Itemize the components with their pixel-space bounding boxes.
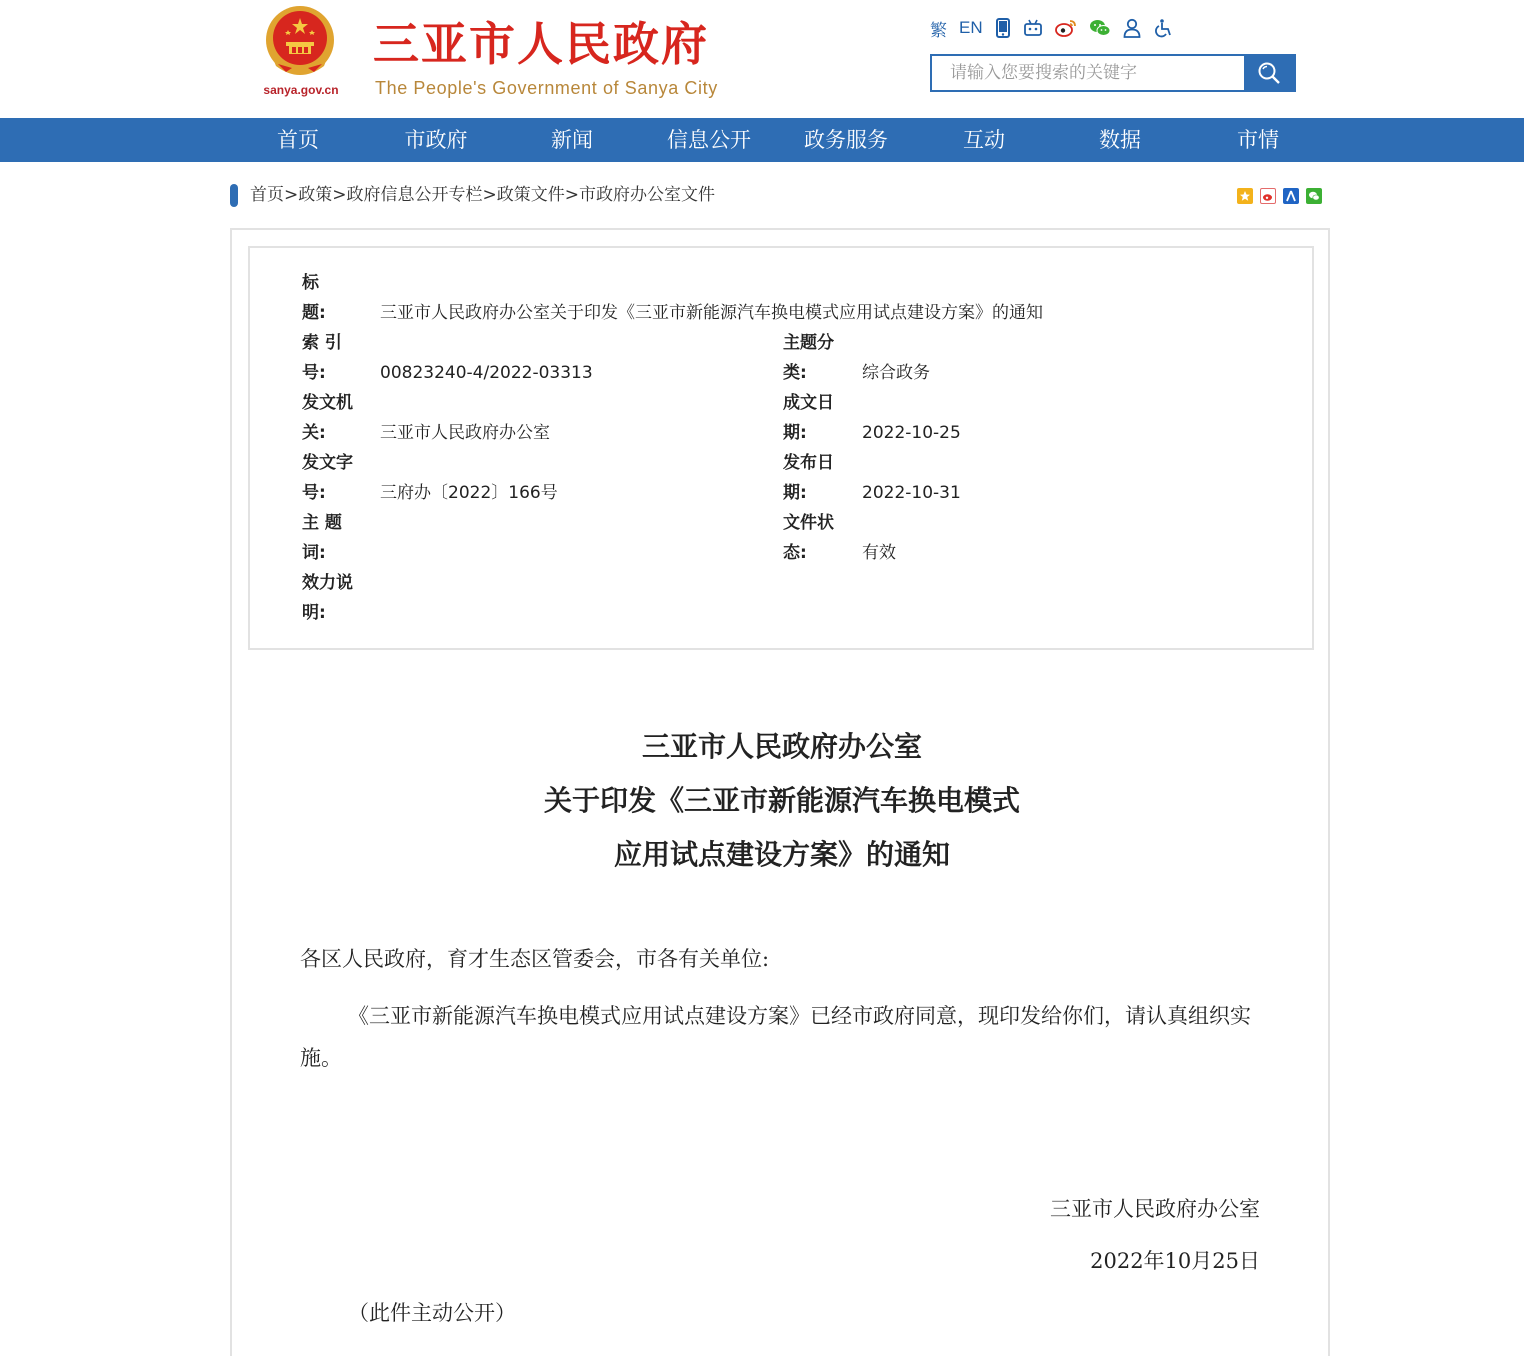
user-icon[interactable]	[1123, 15, 1141, 41]
meta-published-date-value: 2022-10-31	[862, 483, 961, 503]
meta-index-label: 索 引	[302, 333, 342, 353]
document-title-line: 应用试点建设方案》的通知	[613, 838, 950, 871]
mobile-icon[interactable]	[995, 15, 1011, 41]
breadcrumb-policy[interactable]: 政策	[298, 185, 333, 205]
document-metadata-table	[248, 246, 1314, 650]
meta-index-label: 号:	[302, 363, 326, 383]
site-header	[0, 0, 1524, 118]
document-date: 2022年10月25日	[1090, 1249, 1260, 1273]
renren-share-icon[interactable]	[1283, 188, 1299, 204]
meta-issuer-label: 发文机	[302, 393, 353, 413]
meta-written-date-value: 2022-10-25	[862, 423, 961, 443]
meta-status-value: 有效	[862, 543, 896, 563]
meta-status-label: 文件状	[783, 513, 834, 533]
nav-item-interaction[interactable]: 互动	[963, 128, 1005, 152]
meta-index-value: 00823240-4/2022-03313	[380, 363, 593, 383]
document-signature: 三亚市人民政府办公室	[1050, 1197, 1260, 1221]
meta-written-date-label: 期:	[783, 423, 807, 443]
meta-published-date-label: 发布日	[783, 453, 834, 473]
document-title-line: 三亚市人民政府办公室	[641, 730, 922, 763]
search-input[interactable]	[932, 56, 1244, 90]
document-title-line: 关于印发《三亚市新能源汽车换电模式	[543, 784, 1020, 817]
search-bar	[930, 54, 1296, 92]
document-disclosure-note: （此件主动公开）	[348, 1301, 516, 1325]
meta-validity-label: 明:	[302, 603, 326, 623]
meta-title-value: 三亚市人民政府办公室关于印发《三亚市新能源汽车换电模式应用试点建设方案》的通知	[380, 303, 1043, 323]
main-nav	[0, 118, 1524, 162]
meta-title-label: 题:	[302, 303, 326, 323]
meta-topic-label: 主题分	[783, 333, 834, 353]
breadcrumb-info-column[interactable]: 政府信息公开专栏	[346, 185, 483, 205]
document-salutation: 各区人民政府，育才生态区管委会，市各有关单位:	[300, 947, 770, 971]
english-link[interactable]: EN	[959, 18, 983, 37]
meta-written-date-label: 成文日	[783, 393, 834, 413]
nav-item-news[interactable]: 新闻	[551, 128, 593, 152]
breadcrumb-home[interactable]: 首页	[250, 185, 284, 205]
wechat-share-icon[interactable]	[1306, 188, 1322, 204]
traditional-chinese-link[interactable]: 繁	[930, 20, 947, 40]
meta-issuer-label: 关:	[302, 423, 326, 443]
share-bar	[1237, 188, 1329, 204]
meta-topic-value: 综合政务	[862, 363, 930, 383]
article-container	[230, 228, 1330, 1356]
breadcrumb-separator: >	[284, 185, 299, 205]
meta-docno-label: 号:	[302, 483, 326, 503]
meta-docno-value: 三府办〔2022〕166号	[380, 483, 558, 503]
weibo-share-icon[interactable]	[1260, 188, 1276, 204]
meta-published-date-label: 期:	[783, 483, 807, 503]
document-title	[232, 720, 1332, 882]
robot-icon[interactable]	[1023, 15, 1043, 41]
national-emblem-logo[interactable]	[262, 4, 338, 80]
breadcrumb-separator: >	[482, 185, 497, 205]
meta-docno-label: 发文字	[302, 453, 353, 473]
header-toolbar	[930, 15, 1185, 41]
breadcrumb-separator: >	[332, 185, 347, 205]
breadcrumb	[250, 183, 715, 207]
meta-issuer-value: 三亚市人民政府办公室	[380, 423, 550, 443]
nav-item-data[interactable]: 数据	[1099, 128, 1141, 152]
accessibility-icon[interactable]	[1153, 15, 1173, 41]
meta-topic-label: 类:	[783, 363, 807, 383]
site-domain: sanya.gov.cn	[263, 83, 339, 97]
breadcrumb-policy-docs[interactable]: 政策文件	[496, 185, 565, 205]
breadcrumb-separator: >	[564, 185, 579, 205]
qzone-share-icon[interactable]	[1237, 188, 1253, 204]
breadcrumb-bar	[230, 183, 1330, 209]
site-subtitle: The People's Government of Sanya City	[375, 78, 718, 98]
meta-status-label: 态:	[783, 543, 807, 563]
weibo-icon[interactable]	[1055, 15, 1077, 41]
breadcrumb-marker	[230, 184, 238, 207]
search-icon	[1256, 60, 1282, 86]
nav-item-info-disclosure[interactable]: 信息公开	[667, 128, 751, 152]
search-button[interactable]	[1244, 56, 1294, 90]
wechat-icon[interactable]	[1089, 15, 1111, 41]
document-paragraph: 《三亚市新能源汽车换电模式应用试点建设方案》已经市政府同意，现印发给你们，请认真组织实施。	[300, 1004, 1251, 1070]
nav-item-government[interactable]: 市政府	[404, 128, 468, 152]
meta-validity-label: 效力说	[302, 573, 353, 593]
nav-item-services[interactable]: 政务服务	[804, 128, 888, 152]
nav-item-home[interactable]: 首页	[277, 128, 319, 152]
site-title[interactable]: 三亚市人民政府	[373, 17, 709, 71]
meta-title-label: 标	[302, 273, 319, 293]
nav-item-city-profile[interactable]: 市情	[1237, 128, 1279, 152]
breadcrumb-office-docs[interactable]: 市政府办公室文件	[579, 185, 715, 205]
meta-keywords-label: 主 题	[302, 513, 342, 533]
meta-keywords-label: 词:	[302, 543, 326, 563]
